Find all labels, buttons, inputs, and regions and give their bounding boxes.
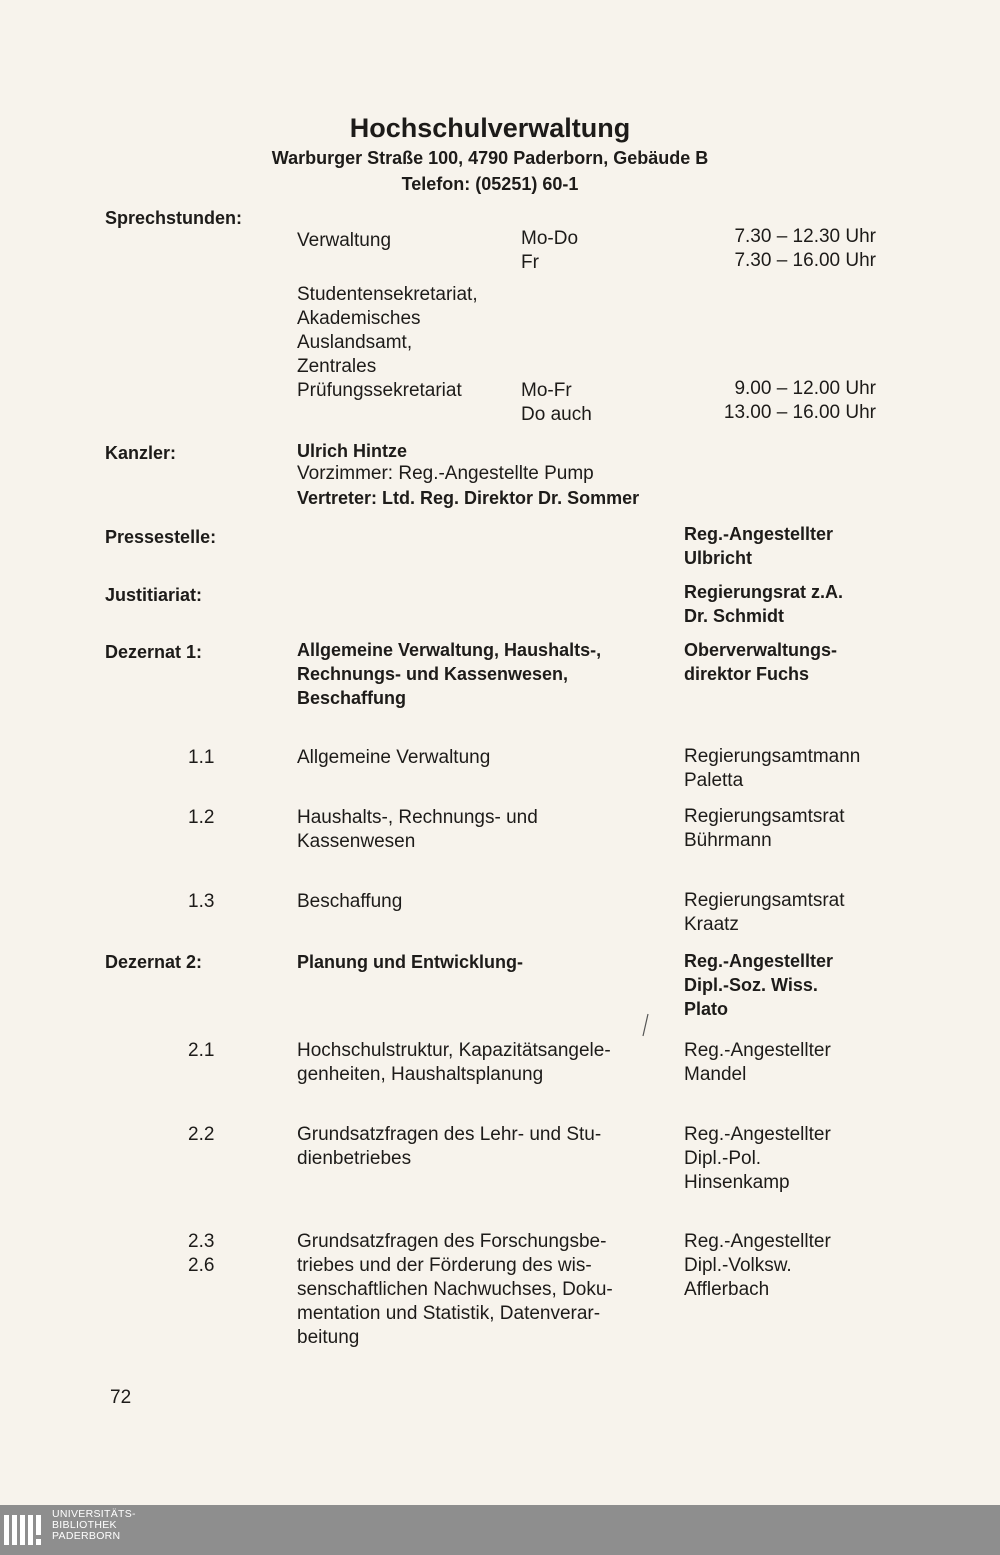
item-subject: Kassenwesen <box>297 831 416 852</box>
item-person: Regierungsamtsrat <box>684 890 845 911</box>
item-person: Regierungsamtmann <box>684 746 861 767</box>
office-verwaltung: Verwaltung <box>297 230 392 251</box>
hours-3: 9.00 – 12.00 Uhr <box>734 378 876 399</box>
item-number: 2.3 <box>188 1231 215 1252</box>
item-subject: mentation und Statistik, Datenverar- <box>297 1303 601 1324</box>
library-name <box>52 1509 136 1542</box>
kanzler-vertreter: Vertreter: Ltd. Reg. Direktor Dr. Sommer <box>297 488 640 508</box>
item-subject: Haushalts-, Rechnungs- und <box>297 807 538 828</box>
item-person: Regierungsamtsrat <box>684 806 845 827</box>
item-number: 1.3 <box>188 891 215 912</box>
item-subject: Allgemeine Verwaltung <box>297 747 491 768</box>
pencil-mark <box>640 1012 650 1038</box>
days-mo-fr: Mo-Fr <box>521 380 572 401</box>
dezernat2-label: Dezernat 2: <box>105 952 203 972</box>
library-name-line: BIBLIOTHEK <box>52 1519 117 1531</box>
item-number: 2.2 <box>188 1124 215 1145</box>
dezernat2-person: Dipl.-Soz. Wiss. <box>684 975 818 995</box>
kanzler-vorzimmer: Vorzimmer: Reg.-Angestellte Pump <box>297 463 594 484</box>
dezernat2-person: Plato <box>684 999 729 1019</box>
dezernat1-subject: Beschaffung <box>297 688 407 708</box>
library-logo-icon <box>2 1515 46 1549</box>
dezernat1-person: direktor Fuchs <box>684 664 810 684</box>
pressestelle-label: Pressestelle: <box>105 527 217 547</box>
item-subject: genheiten, Haushaltsplanung <box>297 1064 544 1085</box>
justitiariat-person: Regierungsrat z.A. <box>684 582 844 602</box>
days-mo-do: Mo-Do <box>521 228 579 249</box>
sprechstunden-label: Sprechstunden: <box>105 208 243 228</box>
item-person: Hinsenkamp <box>684 1172 790 1193</box>
item-subject: beitung <box>297 1327 360 1348</box>
office-line: Prüfungssekretariat <box>297 380 462 401</box>
office-line: Zentrales <box>297 356 377 377</box>
item-person: Dipl.-Pol. <box>684 1148 762 1169</box>
library-name-line: PADERBORN <box>52 1530 121 1542</box>
page-title: Hochschulverwaltung <box>349 113 631 143</box>
item-person: Reg.-Angestellter <box>684 1040 831 1061</box>
library-name-line: UNIVERSITÄTS- <box>52 1508 136 1520</box>
item-person: Reg.-Angestellter <box>684 1124 831 1145</box>
item-person: Dipl.-Volksw. <box>684 1255 792 1276</box>
item-subject: Beschaffung <box>297 891 403 912</box>
dezernat1-label: Dezernat 1: <box>105 642 203 662</box>
dezernat1-subject: Rechnungs- und Kassenwesen, <box>297 664 569 684</box>
item-person: Mandel <box>684 1064 747 1085</box>
item-subject: dienbetriebes <box>297 1148 412 1169</box>
pressestelle-person: Reg.-Angestellter <box>684 524 834 544</box>
item-subject: senschaftlichen Nachwuchses, Doku- <box>297 1279 613 1300</box>
kanzler-name: Ulrich Hintze <box>297 441 408 461</box>
item-subject: triebes und der Förderung des wis- <box>297 1255 592 1276</box>
office-line: Studentensekretariat, <box>297 284 478 305</box>
hours-1: 7.30 – 12.30 Uhr <box>734 226 876 247</box>
hours-4: 13.00 – 16.00 Uhr <box>723 402 876 423</box>
item-person: Reg.-Angestellter <box>684 1231 831 1252</box>
item-number: 2.6 <box>188 1255 215 1276</box>
item-person: Bührmann <box>684 830 772 851</box>
hours-2: 7.30 – 16.00 Uhr <box>734 250 876 271</box>
item-person: Paletta <box>684 770 744 791</box>
item-subject: Grundsatzfragen des Forschungsbe- <box>297 1231 607 1252</box>
item-number: 1.2 <box>188 807 215 828</box>
pressestelle-person: Ulbricht <box>684 548 753 568</box>
dezernat1-person: Oberverwaltungs- <box>684 640 838 660</box>
page-number: 72 <box>110 1387 132 1408</box>
justitiariat-label: Justitiariat: <box>105 585 203 605</box>
justitiariat-person: Dr. Schmidt <box>684 606 785 626</box>
address-line: Warburger Straße 100, 4790 Paderborn, Gebäude B <box>271 148 709 168</box>
item-person: Kraatz <box>684 914 739 935</box>
item-subject: Hochschulstruktur, Kapazitätsangele- <box>297 1040 611 1061</box>
item-number: 1.1 <box>188 747 215 768</box>
days-do-auch: Do auch <box>521 404 592 425</box>
dezernat2-subject: Planung und Entwicklung- <box>297 952 523 972</box>
office-line: Akademisches <box>297 308 421 329</box>
item-number: 2.1 <box>188 1040 215 1061</box>
days-fr: Fr <box>521 252 539 273</box>
dezernat1-subject: Allgemeine Verwaltung, Haushalts-, <box>297 640 602 660</box>
phone-line: Telefon: (05251) 60-1 <box>401 174 579 194</box>
dezernat2-person: Reg.-Angestellter <box>684 951 834 971</box>
kanzler-label: Kanzler: <box>105 443 177 463</box>
library-footer <box>0 1505 1000 1555</box>
item-subject: Grundsatzfragen des Lehr- und Stu- <box>297 1124 602 1145</box>
office-line: Auslandsamt, <box>297 332 413 353</box>
item-person: Afflerbach <box>684 1279 770 1300</box>
